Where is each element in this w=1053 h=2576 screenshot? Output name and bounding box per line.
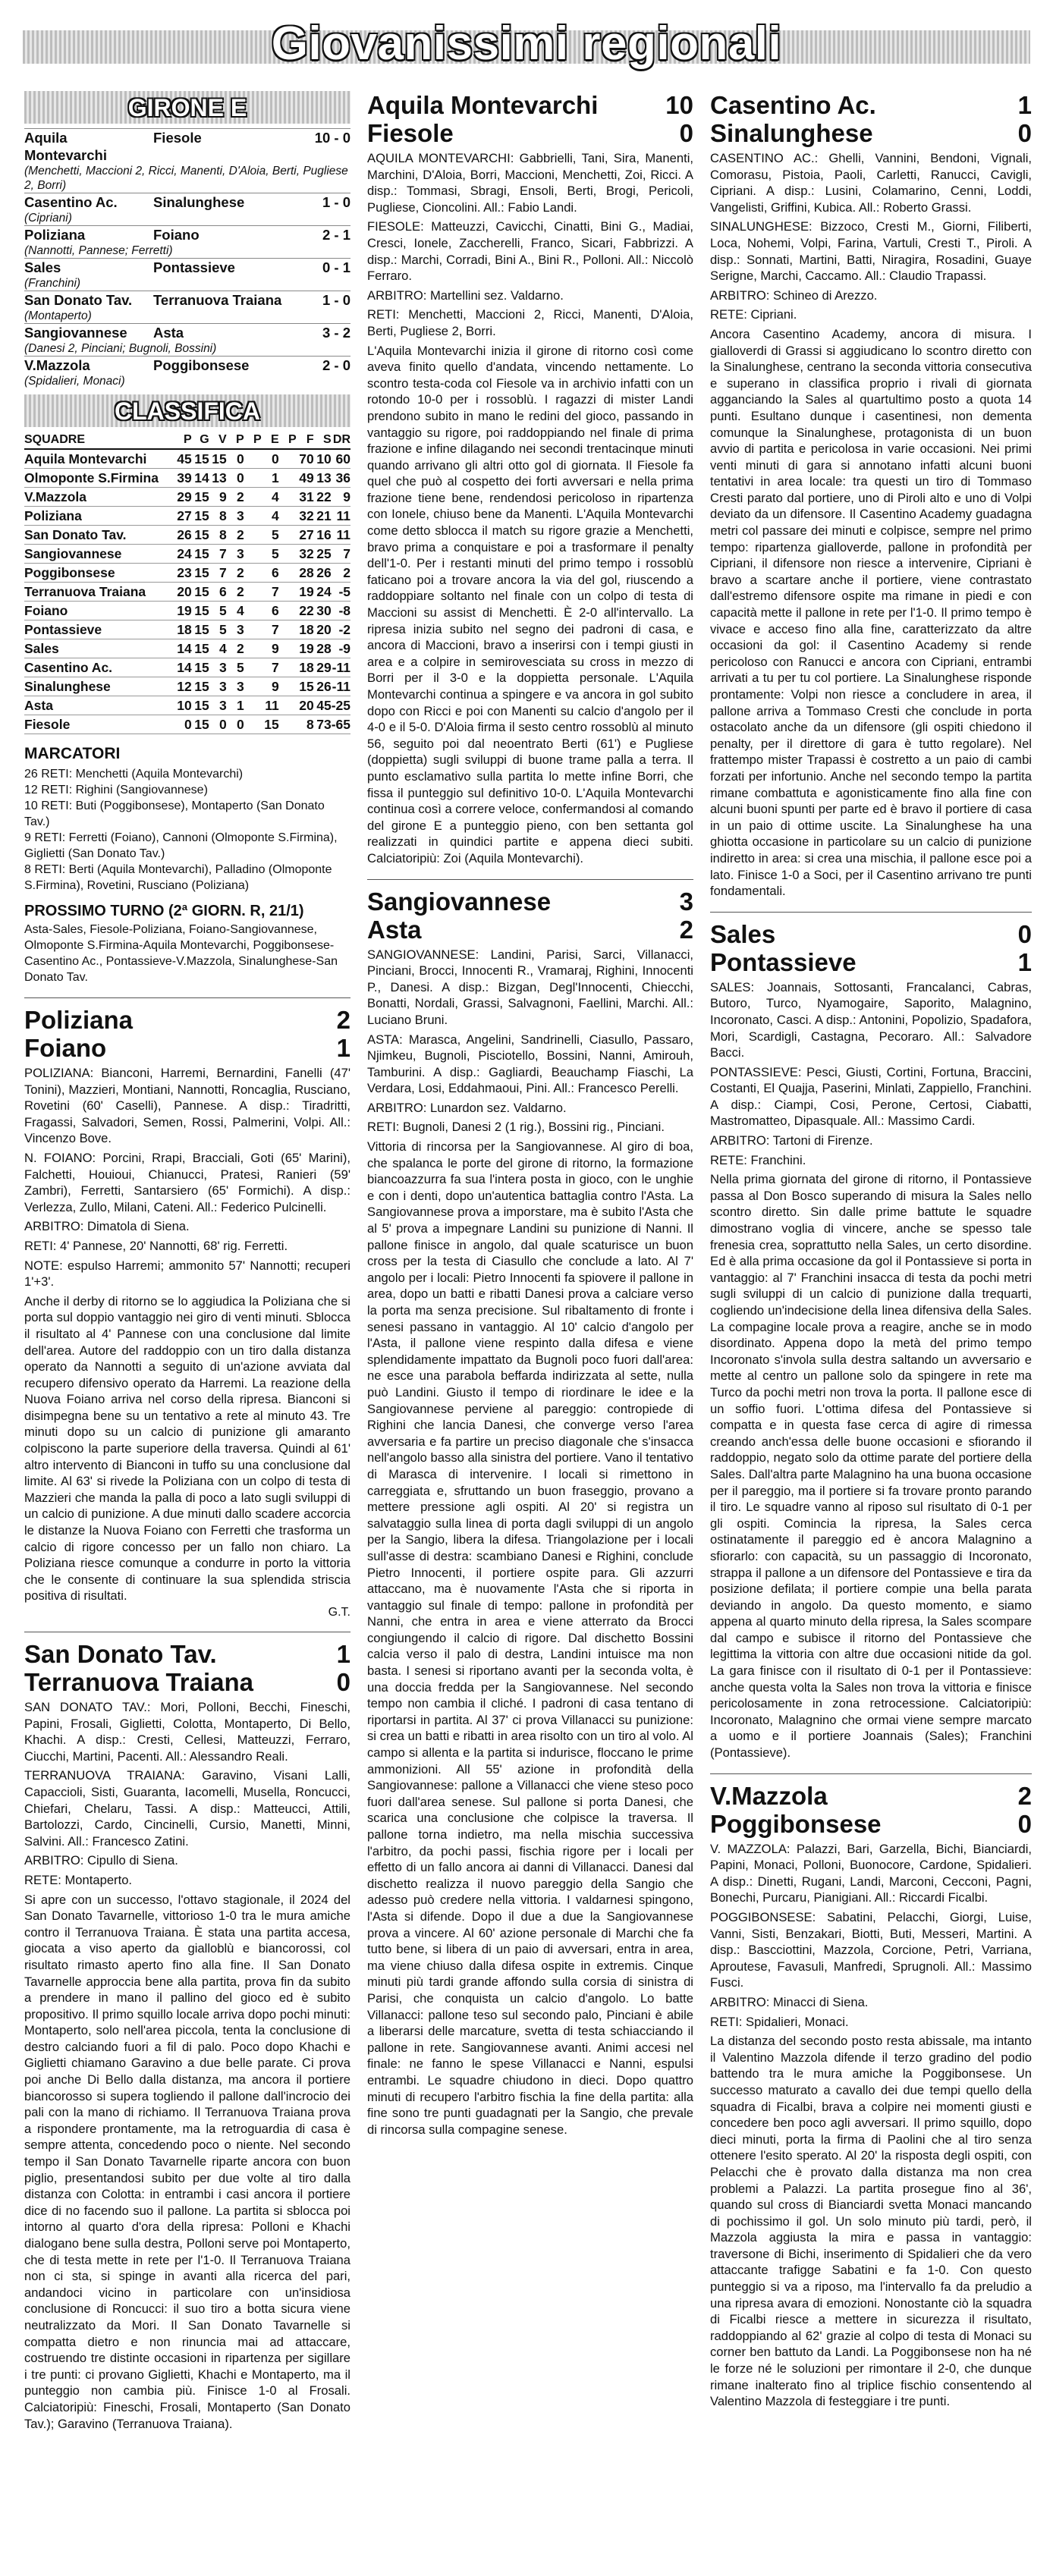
standings-value: 32 — [279, 545, 314, 564]
standings-value: -25 — [332, 696, 350, 715]
standings-value: 15 — [192, 545, 209, 564]
standings-value: 15 — [192, 696, 209, 715]
match-mazzola — [710, 1782, 1032, 2410]
divider — [710, 912, 1032, 913]
standings-value: 23 — [174, 564, 192, 583]
referee: ARBITRO: Cipullo di Siena. — [24, 1853, 178, 1868]
standings-row — [24, 449, 350, 469]
referee: ARBITRO: Martellini sez. Valdarno. — [367, 287, 564, 303]
standings-value: 9 — [209, 488, 227, 507]
standings-row — [24, 526, 350, 545]
result-score: 2 - 1 — [322, 227, 350, 243]
standings-value: 9 — [332, 488, 350, 507]
lineup-away: PONTASSIEVE: Pesci, Giusti, Cortini, Fortuna, Braccini, Costanti, El Quajja, Paserini, Minlati, Zappiello, Franchini. A disp.: Ciampi, Cosi, Perone, Certosi, Ciabatti, Mastromatteo, Dipasquale. All.: Massimo Cardi. — [710, 1064, 1032, 1129]
standings-value: 11 — [332, 526, 350, 545]
standings-value: 15 — [192, 564, 209, 583]
standings-value: 60 — [332, 449, 350, 469]
goals: RETI: 4' Pannese, 20' Nannotti, 68' rig. Ferretti. — [24, 1238, 288, 1253]
article-body: Anche il derby di ritorno se lo aggiudica la Poliziana che si porta sul doppio vantaggio nei giro di venti minuti. Sbloccа il risultato al 4' Pannese con una conclusione dal limite dell'area. Autore del raddoppio con un tiro dalla distanza operato da Nannotti a seguito di un'azione avviata dal recupero difensivo operato da Harremi. La reazione della Nuova Foiano arriva nel corso della ripresa. Bianconi si disimpegna bene su un tentativo a rete al minuto 43. Tre minuti dopo su un calcio di punizione gli amaranto colpiscono la parte superiore della traversa. Quindi al 61' altro intervento di Bianconi in tuffo su una conclusione dal limite. Al 63' si rivede la Poliziana con un colpo di testa di Mazzieri che manda la palla di poco a lato sugli sviluppi di un calcio di punizione. A due minuti dallo scadere accorcia le distanze la Nuova Foiano con Ferretti che trasforma un calcio di rigore concesso per un fallo non chiaro. La Poliziana riesce comunque a condurre in porto la vittoria che le consente di continuare la sua splendida striscia positiva di risultati. — [24, 1293, 350, 1604]
standings-value: 15 — [244, 715, 279, 734]
standings-team: Olmoponte S.Firmina — [24, 469, 174, 488]
standings-header-cell: G — [192, 432, 209, 449]
match-team-home: Casentino Ac. 1 — [710, 91, 1032, 119]
lineup-away: N. FOIANO: Porcini, Rrapi, Bracciali, Goti (65' Marini), Falchetti, Houioui, Chianucci, Pratesi, Ranieri (59' Zambri), Ferretti, Santarsiero (65' Formichi). A disp.: Verlezza, Zullo, Milani, Cateni. All.: Federico Pulcinelli. — [24, 1150, 350, 1214]
result-home-team: Aquila Montevarchi — [24, 130, 107, 163]
standings-team: Fiesole — [24, 715, 174, 734]
standings-value: 31 — [279, 488, 314, 507]
result-scorers: (Nannotti, Pannese; Ferretti) — [24, 244, 173, 257]
goals: RETE: Franchini. — [710, 1152, 806, 1167]
standings-value: 2 — [227, 564, 244, 583]
standings-value: 14 — [192, 469, 209, 488]
standings-value: 10 — [314, 449, 332, 469]
standings-value: 4 — [227, 602, 244, 620]
result-home-team: V.Mazzola — [24, 357, 90, 373]
referee: ARBITRO: Lunardon sez. Valdarno. — [367, 1100, 567, 1115]
standings-team: Casentino Ac. — [24, 658, 174, 677]
result-scorers: (Spidalieri, Monaci) — [24, 375, 125, 388]
standings-value: 5 — [244, 545, 279, 564]
standings-value: 14 — [174, 658, 192, 677]
classifica-title: CLASSIFICA — [24, 394, 350, 427]
standings-value: 39 — [174, 469, 192, 488]
standings-value: 3 — [209, 658, 227, 677]
scorer-line: 9 RETI: Ferretti (Foiano), Cannoni (Olmoponte S.Firmina), Giglietti (San Donato Tav.) — [24, 831, 338, 860]
standings-header-cell: P — [227, 432, 244, 449]
result-home-team: Sales — [24, 259, 61, 275]
standings-header-cell: F — [297, 432, 314, 449]
match-team-away: Sinalunghese 0 — [710, 119, 1032, 147]
result-scorers: (Menchetti, Maccioni 2, Ricci, Manenti, D'Aloia, Berti, Pugliese 2, Borri) — [24, 165, 348, 192]
match-poliziana — [24, 1006, 350, 1619]
standings-value: -9 — [332, 639, 350, 658]
standings-value: 19 — [279, 583, 314, 602]
standings-team: Pontassieve — [24, 620, 174, 639]
match-team-home: Sales 0 — [710, 919, 1032, 948]
standings-value: -65 — [332, 715, 350, 734]
standings-row — [24, 507, 350, 526]
standings-value: 28 — [314, 639, 332, 658]
standings-team: Terranuova Traiana — [24, 583, 174, 602]
standings-value: 13 — [314, 469, 332, 488]
standings-value: 32 — [279, 507, 314, 526]
standings-row — [24, 696, 350, 715]
result-row — [24, 128, 350, 164]
standings-row — [24, 602, 350, 620]
standings-value: 3 — [227, 507, 244, 526]
standings-header — [24, 432, 350, 449]
standings-value: 3 — [209, 677, 227, 696]
standings-value: 29 — [174, 488, 192, 507]
standings-value: 1 — [244, 469, 279, 488]
standings-value: 26 — [314, 564, 332, 583]
column-right — [710, 91, 1032, 2561]
lineup-away: ASTA: Marasca, Angelini, Sandrinelli, Ciasullo, Passaro, Njimkeu, Bugnoli, Pisciotello, Bossini, Nanni, Amirouh, Tamburini. A disp.: Gagliardi, Beauchamp Fiaschi, La Verdara, Losi, Eddahmaoui, Pini. All.: Francesco Perelli. — [367, 1032, 693, 1096]
standings-value: 7 — [332, 545, 350, 564]
standings-row — [24, 715, 350, 734]
standings-value: 18 — [279, 620, 314, 639]
result-scorers: (Franchini) — [24, 277, 81, 290]
result-away-team: Fiesole — [153, 130, 202, 146]
result-away-team: Foiano — [153, 227, 200, 243]
standings-value: 24 — [174, 545, 192, 564]
match-team-away: Pontassieve 1 — [710, 947, 1032, 976]
result-scorers: (Cipriani) — [24, 212, 72, 225]
standings-value: 11 — [332, 507, 350, 526]
girone-title: GIRONE E — [24, 91, 350, 124]
standings-value: 36 — [332, 469, 350, 488]
match-team-away: Foiano 1 — [24, 1034, 350, 1062]
lineup-away: FIESOLE: Matteuzzi, Cavicchi, Cinatti, Bini G., Madiai, Cresci, Ionele, Zaccherelli, Franco, Sicari, Fabbrizzi. A disp.: Marchi, Corradi, Bini A., Bini R., Polloni. All.: Niccolò Ferraro. — [367, 219, 693, 284]
notes: NOTE: espulso Harremi; ammonito 57' Nannotti; recuperi 1'+3'. — [24, 1258, 350, 1290]
lineup-home: POLIZIANA: Bianconi, Harremi, Bernardini, Fanelli (47' Tonini), Mazzieri, Montiani, Nannotti, Roncaglia, Rusciano, Rovetini (60' Caselli), Pannese. A disp.: Tiradritti, Fragassi, Salvadori, Semen, Rossi, Palmerini, Volpi. All.: Vincenzo Bove. — [24, 1066, 350, 1146]
standings-value: 18 — [279, 658, 314, 677]
lineup-home: AQUILA MONTEVARCHI: Gabbrielli, Tani, Sira, Manenti, Marchini, D'Aloia, Borri, Maccioni, Menchetti, Zoi, Ricci. A disp.: Tommasi, Sbragi, Ensoli, Berti, Brogi, Pericoli, Pugliese, Cioncolini. All.: Fabio Landi. — [367, 151, 693, 215]
result-scorers: (Montaperto) — [24, 309, 92, 322]
standings-value: 15 — [209, 449, 227, 469]
divider — [367, 879, 693, 880]
standings-value: 0 — [227, 469, 244, 488]
lineup-away: POGGIBONSESE: Sabatini, Pelacchi, Giorgi, Luise, Vanni, Sisti, Benzakari, Biotti, Buti, Messeri, Martini. A disp.: Bascciottini, Mazzola, Corcione, Petri, Varriana, Aproutese, Favasuli, Manfredi, Sprugnoli. All.: Massimo Fusci. — [710, 1910, 1032, 1990]
result-away-team: Terranuova Traiana — [153, 292, 282, 308]
standings-value: 1 — [227, 696, 244, 715]
match-team-away: Asta 2 — [367, 915, 693, 944]
result-score: 1 - 0 — [322, 292, 350, 308]
standings-value: 22 — [314, 488, 332, 507]
standings-value: 15 — [192, 526, 209, 545]
standings-value: 15 — [279, 677, 314, 696]
result-score: 1 - 0 — [322, 194, 350, 210]
standings-value: 3 — [227, 545, 244, 564]
standings-header-cell: DR — [332, 432, 350, 449]
standings-value: 3 — [209, 696, 227, 715]
standings-team: Sinalunghese — [24, 677, 174, 696]
standings-value: 0 — [209, 715, 227, 734]
next-round-text: Asta-Sales, Fiesole-Poliziana, Foiano-Sangiovannese, Olmoponte S.Firmina-Aquila Montevarchi, Poggibonsese-Casentino Ac., Pontassieve-V.Mazzola, Sinalunghese-San Donato Tav. — [24, 923, 338, 984]
scorer-line: 26 RETI: Menchetti (Aquila Montevarchi) — [24, 768, 244, 781]
standings-value: 7 — [209, 545, 227, 564]
standings-header-cell: V — [209, 432, 227, 449]
standings-row — [24, 639, 350, 658]
standings-header-cell: SQUADRE — [24, 432, 174, 449]
standings-value: 4 — [209, 639, 227, 658]
standings-value: 7 — [209, 564, 227, 583]
standings-value: 10 — [174, 696, 192, 715]
result-home-team: San Donato Tav. — [24, 292, 133, 308]
result-row — [24, 193, 350, 211]
standings-value: 15 — [192, 677, 209, 696]
goals: RETE: Montaperto. — [24, 1872, 133, 1887]
referee: ARBITRO: Schineo di Arezzo. — [710, 287, 878, 303]
standings-value: 6 — [244, 602, 279, 620]
result-score: 3 - 2 — [322, 325, 350, 341]
standings-value: 15 — [192, 602, 209, 620]
match-sandonato — [24, 1640, 350, 2432]
match-team-home: Aquila Montevarchi 10 — [367, 91, 693, 119]
standings-value: 4 — [244, 507, 279, 526]
standings-team: Sangiovannese — [24, 545, 174, 564]
standings-value: 45 — [314, 696, 332, 715]
standings-value: 28 — [279, 564, 314, 583]
result-home-team: Casentino Ac. — [24, 194, 118, 210]
goals: RETI: Spidalieri, Monaci. — [710, 2014, 849, 2029]
standings-row — [24, 564, 350, 583]
standings-value: 15 — [192, 449, 209, 469]
standings-value: 15 — [192, 488, 209, 507]
next-round-title: PROSSIMO TURNO (2ª GIORN. R, 21/1) — [24, 903, 304, 919]
standings-header-cell: E — [262, 432, 279, 449]
standings-body — [24, 449, 350, 734]
standings-value: 0 — [174, 715, 192, 734]
column-left — [24, 91, 350, 2561]
result-scorers: (Danesi 2, Pinciani; Bugnoli, Bossini) — [24, 342, 217, 355]
scorer-line: 12 RETI: Righini (Sangiovannese) — [24, 784, 208, 796]
standings-value: 73 — [314, 715, 332, 734]
divider — [24, 997, 350, 998]
standings-value: 49 — [279, 469, 314, 488]
standings-value: -2 — [332, 620, 350, 639]
standings-value: 19 — [279, 639, 314, 658]
standings-header-cell: S — [314, 432, 332, 449]
article-body: La distanza del secondo posto resta abissale, ma intanto il Valentino Mazzola difende il terzo gradino del podio battendo tra le mura amiche la Poggibonsese. Un successo maturato a cavallo dei due tempi quello della squadra di Ficalbi, brava a colpire nei momenti giusti e concedere ben poco agli avversari. Il primo squillo, dopo dieci minuti, porta la firma di Paolini che al tiro senza ottenere l'esito sperato. Al 20' la risposta degli ospiti, con Pelacchi che è provato dalla distanza ma non crea problemi a Palazzi. La partita prosegue fino al 36', quando sul cross di Bianciardi svetta Monaci mancando di pochissimo il gol. Un solo minuto più tardi, però, il Mazzola aggiusta la mira e passa in vantaggio: traversone di Bichi, inserimento di Spidalieri che da vero attaccante trafigge Sabatini e fa 1-0. Con questo punteggio si va a riposo, ma l'intervallo fa da preludio a una ripresa avara di emozioni. Nonostante ciò la squadra di Ficalbi riesce a mettere in sicurezza il risultato, raddoppiando al 62' grazie al colpo di testa di Monaci su corner ben battuto da Landi. La Poggibonsese non ha né le forze né le soluzioni per rimontare il 2-0, che dunque rimane inalterato fino al triplice fischio consentendo al Valentino Mazzola di festeggiare i tre punti. — [710, 2034, 1032, 2409]
article-body: L'Aquila Montevarchi inizia il girone di ritorno così come aveva finito quello d'andata, vincendo nettamente. Lo scontro testa-coda col Fiesole va in archivio infatti con un rotondo 10-0 per i rossoblù. I ragazzi di mister Landi prendono subito in mano le redini del gioco, passando in vantaggio su rigore, poi raddoppiando nel finale di prima frazione e infine dilagando nei secondi trentacinque minuti quando arrivano gli altri otto gol di giornata. Il Fiesole fa quel che può al cospetto dei forti avversari e nella prima frazione tiene bene, rendendosi pericoloso in ripartenza con Ionele, chiuso bene da Manenti. L'Aquila Montevarchi come detto sblocca il match su rigore grazie a Menchetti, bravo prima a conquistare e poi a trasformare il penalty dell'1-0. Per i restanti minuti del primo tempo i rossoblù faticano poi a trovare ancora la via del gol, riuscendo a raddoppiare soltanto nel finale con un colpo di testa di Maccioni su assist di Menchetti. È 2-0 all'intervallo. La ripresa inizia subito nel segno dei padroni di casa, e ancora di Maccioni, bravo a inserirsi con i tempi giusti in area e a colpire in semirovesciata su cross in mezzo di Borri per il 3-0 e la doppietta personale. L'Aquila Montevarchi continua a spingere e va ancora in gol subito dopo con Ricci e poi con Manenti su calcio d'angolo per il 4-0 e il 5-0. D'Aloia firma il sesto centro rossoblù al minuto 56, seguito poi dal neoentrato Berti (61') e Pugliese (doppietta) sugli sviluppi di buone trame palla a terra. Il punto esclamativo sulla partita lo mette infine Borri, che fissa il punteggio sul definitivo 10-0. L'Aquila Montevarchi continua così a correre veloce, confermandosi al comando del girone E a punteggio pieno, con ben settanta gol realizzati in quindici partite e appena dieci subiti. Calciatoripiù: Zoi (Aquila Montevarchi). — [367, 343, 693, 865]
standings-value: 15 — [192, 620, 209, 639]
match-sangiovannese — [367, 887, 693, 2138]
match-sales — [710, 920, 1032, 1761]
match-casentino — [710, 91, 1032, 900]
standings-value: 9 — [244, 639, 279, 658]
scorer-line: 8 RETI: Berti (Aquila Montevarchi), Palladino (Olmoponte S.Firmina), Rovetini, Rusciano (Poliziana) — [24, 863, 332, 892]
standings-value: 5 — [209, 602, 227, 620]
result-row — [24, 225, 350, 243]
referee: ARBITRO: Minacci di Siena. — [710, 1994, 869, 2009]
standings-team: Foiano — [24, 602, 174, 620]
standings-value: 12 — [174, 677, 192, 696]
standings-value: 24 — [314, 583, 332, 602]
match-team-home: Poliziana 2 — [24, 1006, 350, 1034]
standings-value: 7 — [244, 583, 279, 602]
standings-row — [24, 583, 350, 602]
standings-value: -11 — [332, 677, 350, 696]
scorer-line: 10 RETI: Buti (Poggibonsese), Montaperto (San Donato Tav.) — [24, 800, 325, 828]
standings-row — [24, 469, 350, 488]
standings-value: 19 — [174, 602, 192, 620]
standings-value: 20 — [279, 696, 314, 715]
result-home-team: Poliziana — [24, 227, 86, 243]
standings-value: 45 — [174, 449, 192, 469]
standings-team: V.Mazzola — [24, 488, 174, 507]
standings-row — [24, 658, 350, 677]
standings-row — [24, 620, 350, 639]
standings-value: 3 — [227, 620, 244, 639]
page-header — [23, 17, 1030, 70]
standings-row — [24, 545, 350, 564]
standings-value: 5 — [244, 526, 279, 545]
match-team-home: Sangiovannese 3 — [367, 887, 693, 916]
standings-team: Aquila Montevarchi — [24, 449, 174, 469]
standings-value: 15 — [192, 583, 209, 602]
standings-value: 7 — [244, 620, 279, 639]
standings-team: San Donato Tav. — [24, 526, 174, 545]
standings-value: 20 — [314, 620, 332, 639]
standings-value: 16 — [314, 526, 332, 545]
standings-value: 4 — [244, 488, 279, 507]
standings-value: 2 — [227, 488, 244, 507]
standings-value: 30 — [314, 602, 332, 620]
goals: RETI: Bugnoli, Danesi 2 (1 rig.), Bossini rig., Pinciani. — [367, 1120, 665, 1135]
standings-value: 18 — [174, 620, 192, 639]
standings-value: 15 — [192, 715, 209, 734]
match-team-away: Fiesole 0 — [367, 119, 693, 147]
article-body: Vittoria di rincorsa per la Sangiovannese. Al giro di boa, che spalanca le porte del girone di ritorno, la formazione biancoazzurra fa sua l'intera posta in gioco, con le unghie e con i denti, dopo un'autentica battaglia contro l'Asta. La Sangiovannese prova a imporstare, ma è subito l'Asta che al 5' prova a impegnare Landini su punizione di Nanni. Il pallone finisce in angolo, dal quale scaturisce un buon cross per la testa di Ciasullo che conclude a lato. Al 7' angolo per i locali: Pietro Innocenti fa spiovere il pallone in area, dopo un batti e ribatti Danesi prova a calciare verso la porta ma senza precisione. Sul ribaltamento di fronte i senesi passano in vantaggio. Al 10' calcio d'angolo per l'Asta, il pallone viene respinto dalla difesa e viene splendidamente impattato da Bugnoli poco fuori dall'area: ne esce una parabola beffarda indirizzata al sette, nulla può Landini. Giusto il tempo di riordinare le idee e la Sangiovannese perviene al pareggio: contropiede di Righini che lancia Danesi, che converge verso l'area avversaria e fa partire un preciso diagonale che s'insacca nell'angolo basso alla sinistra del portiere. Vano il tentativo di Marasca di intervenire. I locali si rimettono in carreggiata e, sfruttando un buon fraseggio, provano a mettere pressione agli ospiti. Al 20' si registra un salvataggio sulla linea di porta dagli sviluppi di un angolo per la Sangio, libera la difesa. Triangolazione per i locali sull'asse di destra: scambiano Danesi e Righini, conclude Pietro Innocenti, il portiere ospite para. Gli azzurri attaccano, ma è nuovamente l'Asta che si riporta in vantaggio sul finale di tempo: pallone in profondità per Nanni, che entra in area e viene atterrato da Brocci congiungendo il calcio di rigore. Dal dischetto Bossini calcia verso il palo di destra, Landini intuisce ma non basta. I senesi si riportano avanti per la seconda volta, è una doccia fredda per la Sangiovannese. Nel secondo tempo non cambia il cliché. I padroni di casa tentano di riportarsi in partita. Al 37' ci prova Villanacci su punizione: si crea un batti e ribatti in area risolto con un tiro al volo. Al campo si allenta e la partita si indurisce, floccano le prime ammonizioni. All 55' azione in profondità della Sangiovannese: pallone a Villanacci che viene steso poco fuori dall'area senese. Sul pallone si porta Danesi, che scarica una conclusione che colpisce la traversa. Il pallone torna indietro, ma nella mischia successiva l'arbitro, da pochi passi, fischia rigore per i locali per effetto di un fallo ancora ai danni di Villanacci. Danesi dal dischetto realizza il nuovo pareggio della Sangio che adesso può credere nella vittoria. I valdarnesi spingono, l'Asta si difende. Dopo il due a due la Sangiovannese prova a vincere. Al 60' azione personale di Marchi che fa tutto bene, si libera di un paio di avversari, entra in area, ma viene chiuso dalla difesa ospite in extremis. Cinque minuti più tardi grande affondo sulla corsia di sinistra di Parisi, che conquista un calcio d'angolo. Lo batte Villanacci: pallone teso sul secondo palo, Pinciani è abile a liberarsi delle marcature, svetta di testa schiacciando il pallone in rete. Sangiovannese avanti. Animi accesi nel finale: ne fanno le spese Villanacci e Nanni, espulsi entrambi. Le squadre chiudono in dieci. Dopo quattro minuti di recupero l'arbitro fischia la fine della partita: alla fine sono tre punti guadagnati per la Sangio, che prevale di rincorsa sulla compagine senese. — [367, 1139, 693, 2137]
result-row — [24, 291, 350, 309]
standings-value: 15 — [192, 658, 209, 677]
result-away-team: Asta — [153, 325, 184, 341]
match-team-away: Poggibonsese 0 — [710, 1809, 1032, 1838]
standings-value: 14 — [174, 639, 192, 658]
results-list — [24, 128, 350, 388]
lineup-away: TERRANUOVA TRAIANA: Garavino, Visani Lalli, Capaccioli, Sisti, Guaranta, Iacomelli, Musella, Roncucci, Chiefari, Chelaru, Tassi. A disp.: Matteucci, Attili, Bartolozzi, Cardo, Cincinelli, Cursio, Manetti, Minni, Salvini. All.: Francesco Zatini. — [24, 1768, 350, 1849]
page-title: Giovanissimi regionali — [271, 17, 782, 70]
standings-value: -5 — [332, 583, 350, 602]
result-score: 0 - 1 — [322, 259, 350, 275]
standings-header-cell: P — [174, 432, 192, 449]
result-home-team: Sangiovannese — [24, 325, 127, 341]
standings-row — [24, 677, 350, 696]
standings-value: 13 — [209, 469, 227, 488]
divider — [710, 1773, 1032, 1774]
standings-team: Sales — [24, 639, 174, 658]
standings-value: 7 — [244, 658, 279, 677]
standings-value: 15 — [192, 507, 209, 526]
standings-value: 15 — [192, 639, 209, 658]
article-body: Nella prima giornata del girone di ritorno, il Pontassieve passa al Don Bosco superando di misura la Sales nello scontro diretto. Sin dalle prime battute le squadre dimostrano voglia di vincere, anche se spesso tale frenesia crea, soprattutto nella Sales, un certo disordine. Ed è alla prima occasione da gol il Pontassieve si porta in vantaggio: al 7' Franchini insacca di testa da pochi metri sugli sviluppi di un calcio di punizione dalla trequarti, cogliendo un'indecisione della linea difensiva della Sales. La compagine locale prova a reagire, anche se in modo disordinato. Appena dopo la metà del primo tempo Incoronato s'invola sulla destra saltando un avversario e mette al centro un pallone solo da spingere in rete ma Turco da pochi metri non trova la porta. Il pallone esce di un soffio fuori. L'ottima difesa del Pontassieve si compatta e in questa fase cerca di agire di rimessa creando anch'essa delle buone occasioni e sfiorando il raddoppio, negato solo da ottime parate del portiere della Sales. Dall'altra parte Malagnino ha una buona occasione per il pareggio, ma il portiere si fa trovare pronto parando il tiro. Le squadre vanno al riposo sul risultato di 0-1 per gli ospiti. Comincia la ripresa, la Sales cerca ostinatamente il pareggio ed è ancora Malagnino a sfiorarlo: con capacità, su un passaggio di Incoronato, strappa il pallone a un difensore del Pontassieve e tira da posizione defilata; il portiere compie una bella parata deviando in angolo. Da questo momento, e siamo appena al quarto minuto della ripresa, la Sales scompare dal campo e subisce il ritorno del Pontassieve che legittima la vittoria con altre due occasioni nitide da gol. La gara finisce con il risultato di 0-1 per il Pontassieve: anche questa volta la Sales non trova la vittoria e finisce pericolosamente in zona retrocessione. Calciatoripiù: Incoronato, Malagnino che ormai viene sempre marcato a uomo e il portiere Joannais (Sales); Franchini (Pontassieve). — [710, 1172, 1032, 1761]
standings-team: Poliziana — [24, 507, 174, 526]
standings-value: 70 — [279, 449, 314, 469]
standings-value: 5 — [209, 620, 227, 639]
result-row — [24, 323, 350, 341]
standings-header-cell: P — [244, 432, 262, 449]
standings-value: 21 — [314, 507, 332, 526]
standings-value: 5 — [227, 658, 244, 677]
standings-value: 27 — [174, 507, 192, 526]
result-away-team: Sinalunghese — [153, 194, 245, 210]
standings-value: 26 — [174, 526, 192, 545]
standings-value: 20 — [174, 583, 192, 602]
match-aquila — [367, 91, 693, 867]
standings-value: 2 — [227, 526, 244, 545]
article-body: Ancora Casentino Academy, ancora di misura. I gialloverdi di Grassi si aggiudicano lo scontro diretto con la Sinalunghese, centrano la seconda vittoria consecutiva e superano in classifica proprio i rivali di giornata agganciando la Sales al quartultimo posto a quota 14 punti. Esultano dunque i casentinesi, non dementa comunque la Sinalunghese, protagonista di un buon avvio di partita e pericolosa in varie occasioni. Nei primi venti minuti di gara si annotano infatti alcuni buoni tentativi in area locale: tra questi un tiro di Tommaso Cresti parato dal portiere, uno di Piroli alto e uno di Volpi deviato da un difensore. Il Casentino Academy guadagna metri col passare dei minuti e colpisce, sempre nel primo tempo: ripartenza gialloverde, pallone in profondità per Cipriani, il difensore non riesce a intervenire, Cipriani è bravo a scartare anche il portiere, viene contrastato dall'estremo difensore ospite ma rimane in piedi e con capacità mette il pallone in rete per l'1-0. Il primo tempo è vivace e acceso fino alla fine, caratterizzato da altre occasioni da gol: il Casentino Academy si rende pericoloso con Ranucci e ancora con Cipriani, entrambi arrivati a tu per tu col portiere. La Sinalunghese risponde prontamente: Volpi non riesce a concludere in area, il pallone arriva a Tommaso Cresti che conclude in porta ostacolato anche da un difensore (gli ospiti chiedono il penalty, per il direttore di gara è tutto regolare). Nel frattempo mister Trapassi è costretto a un paio di cambi forzati per infortunio. Anche nel secondo tempo la partita rimane combattuta e agonisticamente fino alla fine con alcuni buoni spunti per parte ed è bravo il portiere di casa in un paio di ottime uscite. La Sinalunghese ha una ghiotta occasione in particolare su un calcio di punizione indiretto in area: si crea una mischia, il pallone esce poi a lato. Finisce 1-0 a Soci, per il Casentino arrivano tre punti fondamentali. — [710, 326, 1032, 899]
standings-value: 2 — [332, 564, 350, 583]
standings-value: 0 — [227, 449, 244, 469]
result-away-team: Pontassieve — [153, 259, 235, 275]
standings-team: Poggibonsese — [24, 564, 174, 583]
standings-value: 8 — [209, 507, 227, 526]
standings-value: 6 — [244, 564, 279, 583]
standings-value: -11 — [332, 658, 350, 677]
standings-value: 11 — [244, 696, 279, 715]
standings-row — [24, 488, 350, 507]
referee: ARBITRO: Dimatola di Siena. — [24, 1219, 190, 1234]
standings-value: -8 — [332, 602, 350, 620]
standings-value: 0 — [227, 715, 244, 734]
result-score: 2 - 0 — [322, 357, 350, 373]
column-middle — [367, 91, 693, 2561]
standings-value: 29 — [314, 658, 332, 677]
result-away-team: Poggibonsese — [153, 357, 250, 373]
referee: ARBITRO: Tartoni di Firenze. — [710, 1133, 873, 1148]
standings-value: 8 — [209, 526, 227, 545]
standings-team: Asta — [24, 696, 174, 715]
standings-value: 22 — [279, 602, 314, 620]
standings-value: 27 — [279, 526, 314, 545]
result-row — [24, 258, 350, 276]
result-row — [24, 356, 350, 374]
goals: RETI: Menchetti, Maccioni 2, Ricci, Manenti, D'Aloia, Berti, Pugliese 2, Borri. — [367, 307, 693, 338]
standings-value: 0 — [244, 449, 279, 469]
match-team-away: Terranuova Traiana 0 — [24, 1668, 350, 1696]
standings-header-cell: P — [279, 432, 297, 449]
lineup-home: SANGIOVANNESE: Landini, Parisi, Sarci, Villanacci, Pinciani, Brocci, Innocenti R., Vramaraj, Righini, Innocenti P., Danesi. A disp.: Bizgan, Degl'Innocenti, Chiecchi, Bonatti, Nordali, Grassi, Salvagnoni, Faellini, Marchi. All.: Luciano Bruni. — [367, 947, 693, 1027]
lineup-home: SALES: Joannais, Sottosanti, Francalanci, Cabras, Butoro, Turco, Nyamogaire, Saporito, Malagnino, Incoronato, Casci. A disp.: Antonini, Popolizio, Spadafora, Mori, Scardigli, Castagna, Pecoraro. All.: Salvadore Bacci. — [710, 979, 1032, 1060]
lineup-away: SINALUNGHESE: Bizzoco, Cresti M., Giorni, Filiberti, Loca, Nohemi, Volpi, Farina, Vartuli, Cresti T., Piroli. A disp.: Sonnati, Martini, Batti, Niragira, Rosadini, Guaye Serigne, Marchi, Caccamo. All.: Claudio Trapassi. — [710, 219, 1032, 284]
result-score: 10 - 0 — [314, 130, 350, 146]
marcatori-title: MARCATORI — [24, 745, 121, 762]
standings-value: 25 — [314, 545, 332, 564]
standings-table — [24, 432, 350, 734]
standings-value: 3 — [227, 677, 244, 696]
standings-value: 8 — [279, 715, 314, 734]
article-signature: G.T. — [328, 1606, 350, 1619]
standings-value: 2 — [227, 639, 244, 658]
standings-value: 26 — [314, 677, 332, 696]
match-team-home: V.Mazzola 2 — [710, 1781, 1032, 1810]
match-team-home: San Donato Tav. 1 — [24, 1640, 350, 1668]
lineup-home: SAN DONATO TAV.: Mori, Polloni, Becchi, Fineschi, Papini, Frosali, Giglietti, Colotta, Montaperto, Di Bello, Khachi. A disp.: Cresti, Cellesi, Matteuzzi, Ferraro, Ciucchi, Martini, Pacenti. All.: Alessandro Reali. — [24, 1700, 350, 1764]
goals: RETE: Cipriani. — [710, 307, 797, 322]
scorers-list — [24, 766, 350, 894]
lineup-home: V. MAZZOLA: Palazzi, Bari, Garzella, Bichi, Bianciardi, Papini, Monaci, Polloni, Buonocore, Cardone, Spidalieri. A disp.: Dinetti, Rugani, Landi, Marconi, Cecconi, Pagni, Bonechi, Purcaru, Pianigiani. All.: Riccardi Ficalbi. — [710, 1841, 1032, 1905]
standings-value: 2 — [227, 583, 244, 602]
article-body: Si apre con un successo, l'ottavo stagionale, il 2024 del San Donato Tavarnelle, vittorioso 1-0 tra le mura amiche contro il Terranuova Traiana. È stata una partita accesa, giocata a viso aperto da gialloblù e biancorossi, col risultato rimasto aperto fino alla fine. Il San Donato Tavarnelle approccia bene alla partita, prova fin da subito a prendere in mano il pallino del gioco ed è subito propositivo. Il primo squillo locale arriva dopo pochi minuti: Montaperto, solo nell'area piccola, tenta la conclusione di destro calciando fuori a fil di palo. Poco dopo Khachi e Giglietti chiamano Garavino a due belle parate. Ci prova poi anche Di Bello dalla distanza, ma ancora il portiere biancorosso si supera togliendo il pallone dall'incrocio dei pali con la mano di richiamo. Il Terranuova Traiana prova a rispondere prontamente, ma la retroguardia di casa è sempre attenta, concedendo poco o niente. Nel secondo tempo il San Donato Tavarnelle riparte ancora con buon piglio, presentandosi subito per due volte al tiro dalla distanza con Colotta: in entrambi i casi ancora il portiere dice di no facendo suo il pallone. La partita si sblocca poi intorno al quarto d'ora della ripresa: Polloni e Khachi dialogano bene sulla destra, Polloni serve poi Montaperto, che di testa mette in rete per l'1-0. Il Terranuova Traiana non ci sta, si spinge in avanti alla ricerca del pari, andandoci vicino in particolare con un'insidiosa conclusione di Roncucci: il suo tiro a botta sicura viene neutralizzato da Mori. Il San Donato Tavarnelle si compatta dietro e non rinuncia mai ad attaccare, costruendo tre distinte occasioni in ripartenza per sigillare i tre punti: ci provano Giglietti, Khachi e Montaperto, ma il punteggio non cambia più. Finisce 1-0 al Frosali. Calciatoripiù: Fineschi, Frosali, Montaperto (San Donato Tav.); Garavino (Terranuova Traiana). — [24, 1892, 350, 2431]
lineup-home: CASENTINO AC.: Ghelli, Vannini, Bendoni, Vignali, Comorasu, Pistoia, Paoli, Carletti, Ranucci, Cavigli, Cipriani. A disp.: Lusini, Colamarino, Cenni, Loddi, Vangelisti, Griffini, Kubica. All.: Roberto Grassi. — [710, 151, 1032, 215]
standings-value: 6 — [209, 583, 227, 602]
standings-value: 9 — [244, 677, 279, 696]
